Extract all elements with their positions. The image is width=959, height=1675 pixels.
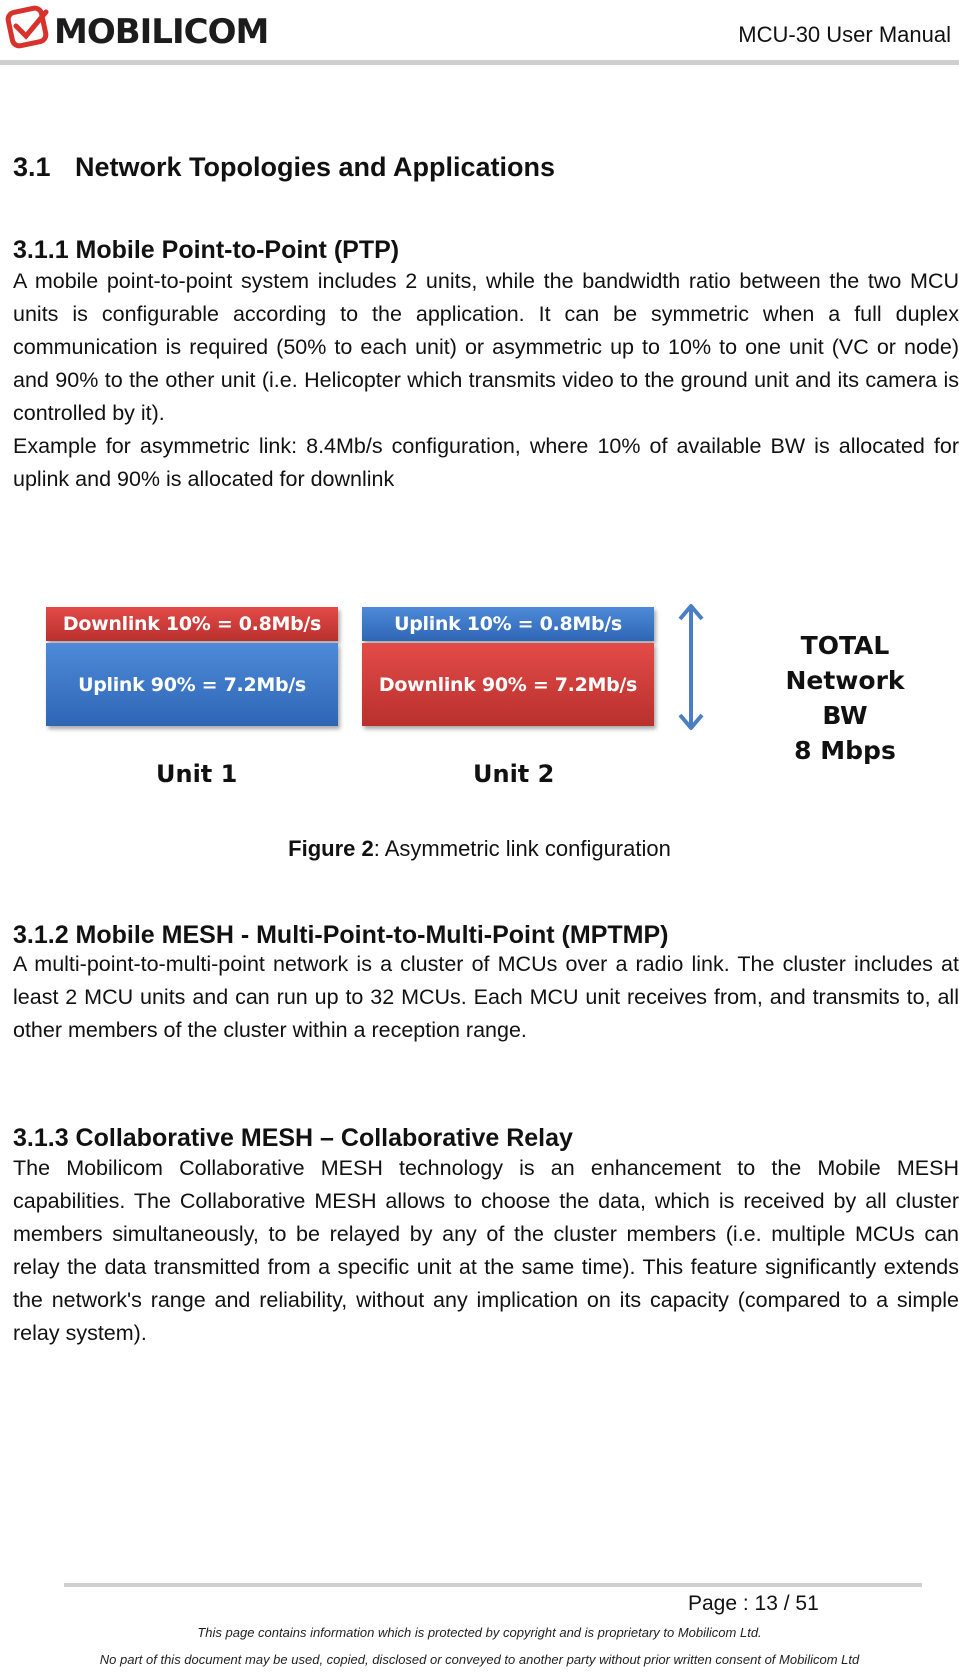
mesh-paragraph: A multi-point-to-multi-point network is a cluster of MCUs over a radio link. The cluster includes at least 2 MCU units and can run up to 32 MCUs. Each MCU unit receives from, and transmits to, all other members of the cluster within a reception range.	[13, 952, 959, 1042]
unit1-uplink-bar: Uplink 90% = 7.2Mb/s	[46, 643, 338, 726]
ptp-paragraph: A mobile point-to-point system includes 2 units, while the bandwidth ratio between the two MCU units is configurable according to the application. It can be symmetric when a full duplex communication is required (50% to each unit) or asymmetric up to 10% to one unit (VC or node) and 90% to the other unit (i.e. Helicopter which transmits video to the ground unit and its camera is controlled by it).	[13, 269, 959, 425]
copyright-notice: This page contains information which is protected by copyright and is proprietary to Mobilicom Ltd.	[197, 1625, 762, 1640]
page-header	[0, 0, 959, 64]
logo-mark-icon	[2, 4, 54, 54]
header-divider	[0, 60, 959, 65]
collab-heading: 3.1.3 Collaborative MESH – Collaborative Relay	[13, 1124, 573, 1152]
collab-paragraph: The Mobilicom Collaborative MESH technology is an enhancement to the Mobile MESH capabilities. The Collaborative MESH allows to choose the data, which is received by all cluster members simultaneously, to be relayed by any of the cluster members (i.e. multiple MCUs can relay the data transmitted from a specific unit at the same time). This feature significantly extends the network's range and reliability, without any implication on its capacity (compared to a simple relay system).	[13, 1156, 959, 1345]
section-title: Network Topologies and Applications	[75, 152, 556, 182]
unit2-uplink-bar: Uplink 10% = 0.8Mb/s	[362, 607, 654, 641]
unit1-label: Unit 1	[156, 760, 238, 788]
figure-caption	[0, 836, 959, 862]
mobilicom-logo	[2, 4, 292, 54]
double-arrow-icon	[676, 602, 706, 732]
caption-label: Figure 2	[288, 836, 374, 861]
section-number: 3.1	[13, 152, 51, 182]
ptp-example-paragraph: Example for asymmetric link: 8.4Mb/s configuration, where 10% of available BW is allocated for uplink and 90% is allocated for downlink	[13, 434, 959, 491]
section-heading	[13, 152, 555, 183]
caption-text: : Asymmetric link configuration	[373, 836, 671, 861]
total-line-1: TOTAL	[800, 631, 890, 660]
mesh-heading: 3.1.2 Mobile MESH - Multi-Point-to-Multi-Point (MPTMP)	[13, 921, 669, 949]
page-number: Page : 13 / 51	[688, 1592, 819, 1615]
footer-divider	[64, 1583, 922, 1587]
ptp-heading: 3.1.1 Mobile Point-to-Point (PTP)	[13, 236, 400, 264]
asymmetric-link-figure	[40, 600, 920, 800]
unit2-downlink-bar: Downlink 90% = 7.2Mb/s	[362, 643, 654, 726]
unit1-downlink-bar: Downlink 10% = 0.8Mb/s	[46, 607, 338, 641]
total-bandwidth-label	[760, 628, 930, 768]
total-line-3: 8 Mbps	[794, 736, 896, 765]
manual-title: MCU-30 User Manual	[738, 22, 951, 47]
disclosure-notice: No part of this document may be used, copied, disclosed or conveyed to another party without prior written consent of Mobilicom Ltd	[99, 1652, 860, 1667]
logo-text: MOBILICOM	[54, 12, 269, 52]
total-line-2: Network BW	[785, 666, 905, 730]
unit2-label: Unit 2	[473, 760, 555, 788]
